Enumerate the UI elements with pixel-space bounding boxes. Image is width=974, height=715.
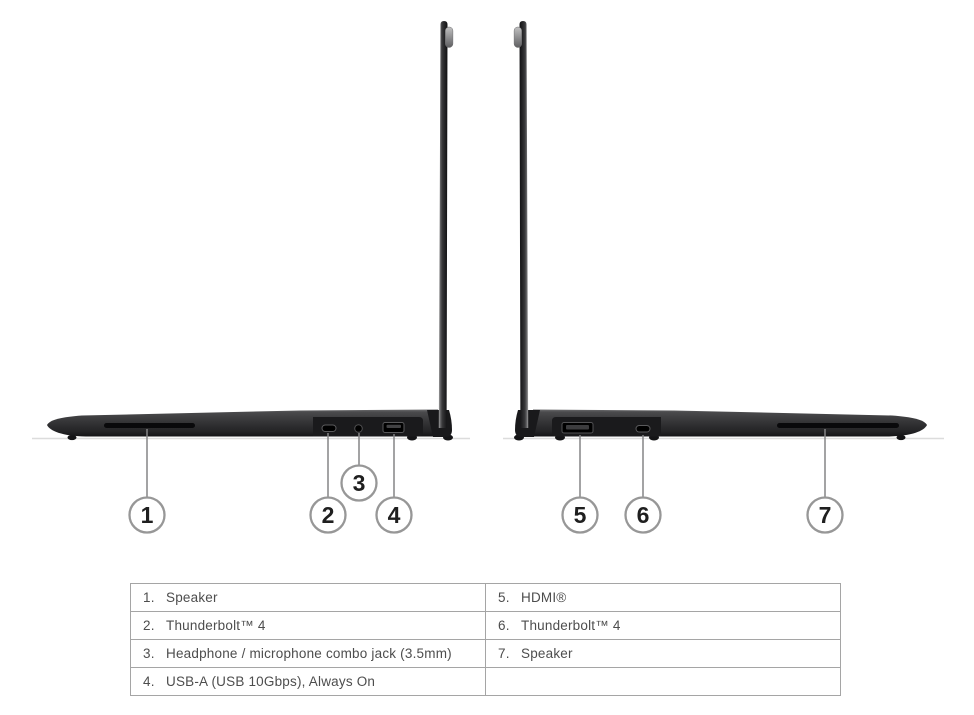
legend-cell-5 xyxy=(486,584,841,612)
callout-markers xyxy=(130,466,843,533)
legend-label: Headphone / microphone combo jack (3.5mm) xyxy=(166,646,452,661)
usb-a-port-tongue xyxy=(387,425,402,428)
legend-number: 6. xyxy=(498,618,510,633)
legend-label: HDMI® xyxy=(521,590,567,605)
callout-number-4: 4 xyxy=(387,502,401,528)
thunderbolt4-port xyxy=(322,425,336,432)
table-row xyxy=(131,612,841,640)
callout-number-6: 6 xyxy=(636,502,650,528)
table-row xyxy=(131,640,841,668)
thunderbolt4-port xyxy=(636,426,650,433)
camera-notch-bump xyxy=(445,27,453,48)
legend-cell-6 xyxy=(486,612,841,640)
laptop-right-side-view xyxy=(32,21,470,441)
legend-cell-2 xyxy=(131,612,486,640)
camera-notch-bump xyxy=(514,27,522,48)
legend-label: Speaker xyxy=(521,646,573,661)
speaker-grille xyxy=(777,423,899,428)
table-row xyxy=(131,584,841,612)
legend-cell-4 xyxy=(131,668,486,696)
legend-number: 5. xyxy=(498,590,510,605)
port-legend-table xyxy=(130,583,841,696)
headphone-jack-port xyxy=(355,425,363,433)
callout-number-5: 5 xyxy=(573,502,587,528)
callout-number-3: 3 xyxy=(352,470,366,496)
legend-number: 1. xyxy=(143,590,155,605)
legend-number: 4. xyxy=(143,674,155,689)
legend-label: USB-A (USB 10Gbps), Always On xyxy=(166,674,376,689)
legend-number: 3. xyxy=(143,646,155,661)
callout-number-7: 7 xyxy=(818,502,832,528)
legend-label: Thunderbolt™ 4 xyxy=(521,618,621,633)
callout-number-1: 1 xyxy=(140,502,154,528)
legend-cell-3 xyxy=(131,640,486,668)
legend-label: Speaker xyxy=(166,590,218,605)
speaker-grille xyxy=(104,423,195,428)
legend-cell-1 xyxy=(131,584,486,612)
legend-cell-empty xyxy=(486,668,841,696)
legend-cell-7 xyxy=(486,640,841,668)
legend-label: Thunderbolt™ 4 xyxy=(166,618,266,633)
table-row xyxy=(131,668,841,696)
callout-number-2: 2 xyxy=(321,502,335,528)
legend-number: 7. xyxy=(498,646,510,661)
laptop-lid xyxy=(439,21,448,428)
legend-number: 2. xyxy=(143,618,155,633)
hdmi-port-inner xyxy=(566,425,589,430)
laptop-lid xyxy=(520,21,529,428)
laptop-left-side-view xyxy=(503,21,944,441)
